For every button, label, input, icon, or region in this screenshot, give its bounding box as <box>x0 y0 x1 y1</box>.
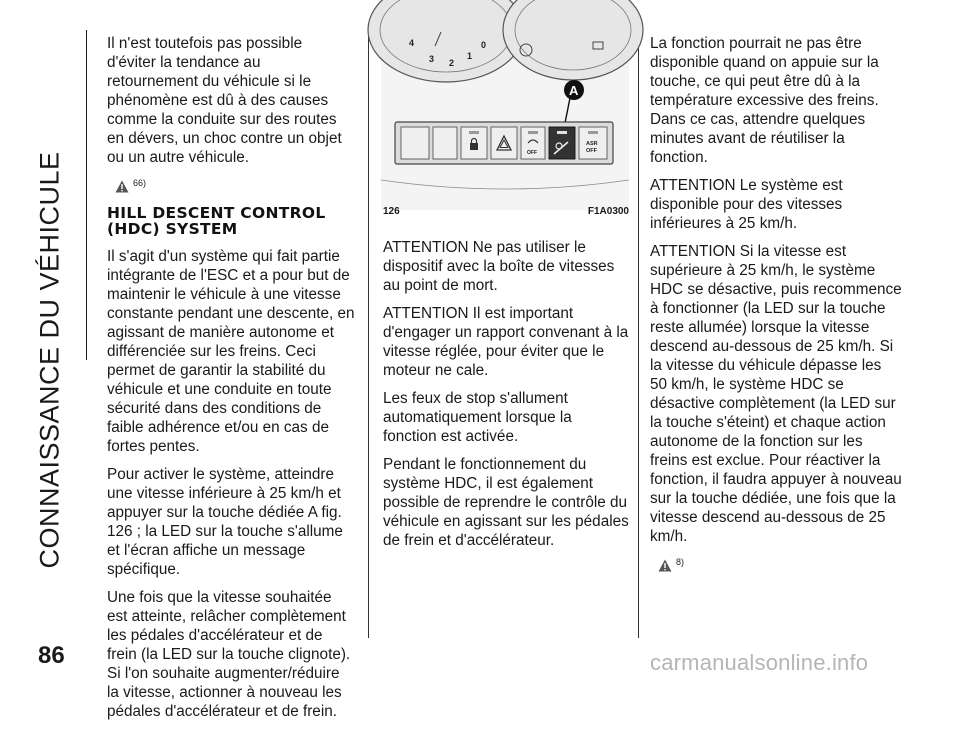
paragraph: Les feux de stop s'allument automatiquement lorsque la fonction est activée. <box>383 390 572 445</box>
text-column-1 <box>107 34 355 730</box>
button-label-asr: ASR <box>586 141 598 147</box>
button-label-off: OFF <box>527 150 537 156</box>
dashboard-illustration <box>381 30 629 230</box>
dial-number: 3 <box>429 54 435 64</box>
paragraph: La fonction pourrait ne pas être disponible quand on appuie sur la touche, ce qui peut être dû à la température excessive des freins. Dans ce cas, attendre quelques minutes avant de réutiliser la fonction. <box>650 35 879 166</box>
button-strip <box>395 122 613 164</box>
column-divider-2 <box>638 30 639 638</box>
paragraph: Pour activer le système, atteindre une vitesse inférieure à 25 km/h et appuyer sur la touche dédiée A fig. 126 ; la LED sur la touche s'allume et l'écran affiche un message spécifique. <box>107 466 343 578</box>
dial-number: 4 <box>409 38 415 48</box>
section-rule <box>86 30 87 360</box>
paragraph: Il s'agit d'un système qui fait partie intégrante de l'ESC et a pour but de maintenir le véhicule à une vitesse constante pendant une descente, en agissant de manière autonome et différenciée sur les freins. Ceci permet de garantir la stabilité du véhicule et une conduite en toute sécurité dans des conditions de faible adhérence et/ou en cas de fortes pentes. <box>107 248 355 455</box>
section-heading: HILL DESCENT CONTROL (HDC) SYSTEM <box>107 204 326 238</box>
warning-reference <box>658 553 902 572</box>
paragraph: ATTENTION Le système est disponible pour des vitesses inférieures à 25 km/h. <box>650 177 843 232</box>
figure-code: F1A0300 <box>587 206 629 217</box>
dial-number: 2 <box>449 58 455 68</box>
figure-caption <box>383 206 629 217</box>
figure-number: 126 <box>383 206 400 217</box>
watermark: carmanualsonline.info <box>650 650 869 675</box>
warning-reference <box>115 174 355 193</box>
figure-dashboard-buttons <box>381 30 629 230</box>
callout-letter: A <box>569 83 579 98</box>
button-label-asr-off: OFF <box>586 148 597 154</box>
paragraph: ATTENTION Ne pas utiliser le dispositif avec la boîte de vitesses au point de mort. <box>383 239 615 294</box>
section-title: CONNAISSANCE DU VÉHICULE <box>34 151 65 569</box>
warning-ref-text: 8) <box>676 557 685 567</box>
text-column-2 <box>383 238 629 559</box>
warning-triangle-icon <box>658 559 672 572</box>
dial-number: 1 <box>467 51 473 61</box>
paragraph: Pendant le fonctionnement du système HDC, il est également possible de reprendre le contrôle du véhicule en agissant sur les pédales de frein et d'accélérateur. <box>383 456 629 549</box>
paragraph: ATTENTION Si la vitesse est supérieure à 25 km/h, le système HDC se désactive, puis recommence à fonctionner (la LED sur la touche reste allumée) lorsque la vitesse descend au-dessous de 25 km/h. Si la vitesse du véhicule dépasse les 50 km/h, le système HDC se désactive complètement (la LED sur la touche s'éteint) et chaque action autonome de la fonction sur les freins est exclue. Pour réactiver la fonction, il faudra appuyer à nouveau sur la touche dédiée, une fois que la vitesse descend au-dessous de 25 km/h. <box>650 243 902 545</box>
column-divider-1 <box>368 30 369 638</box>
paragraph: Une fois que la vitesse souhaitée est atteinte, relâcher complètement les pédales d'accélérateur et de frein (la LED sur la touche clignote). Si l'on souhaite augmenter/réduire la vitesse, actionner à nouveau les pédales d'accélérateur et de frein. <box>107 589 351 720</box>
text-column-3 <box>650 34 902 580</box>
page-number: 86 <box>38 642 65 669</box>
paragraph: Il n'est toutefois pas possible d'éviter la tendance au retournement du véhicule si le phénomène est dû à des causes comme la conduite sur des routes en dévers, un choc contre un objet ou un autre véhicule. <box>107 35 342 166</box>
warning-ref-text: 66) <box>133 178 147 188</box>
warning-triangle-icon <box>115 180 129 193</box>
dial-number: 0 <box>481 40 487 50</box>
paragraph: ATTENTION Il est important d'engager un rapport convenant à la vitesse réglée, pour éviter que le moteur ne cale. <box>383 305 629 379</box>
